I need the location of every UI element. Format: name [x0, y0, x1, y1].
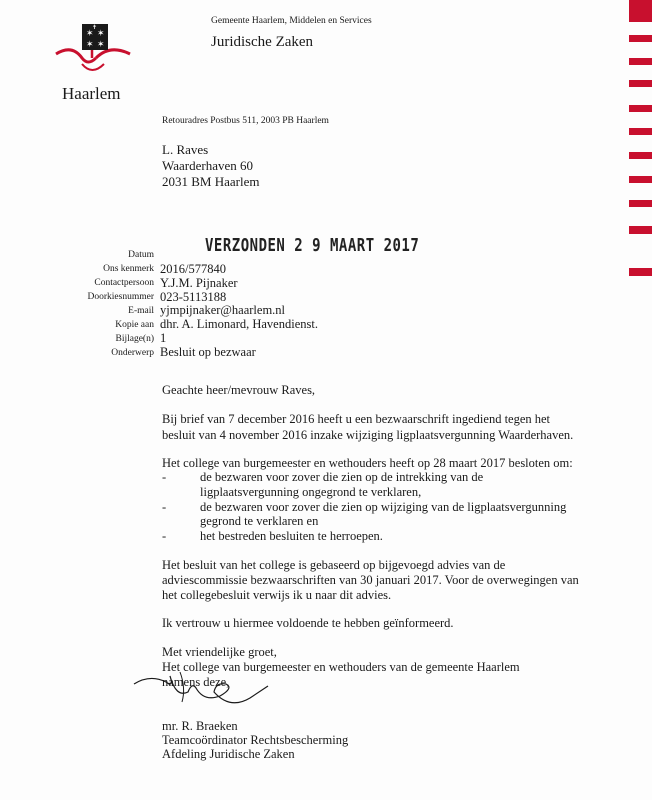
bullet-line: het bestreden besluiten te herroepen. [200, 529, 383, 543]
paragraph-line: besluit van 4 november 2016 inzake wijziging ligplaatsvergunning Waarderhaven. [162, 428, 574, 442]
meta-label: Ons kenmerk [103, 264, 154, 274]
signatory-department: Afdeling Juridische Zaken [162, 747, 295, 761]
meta-label: Onderwerp [111, 348, 154, 358]
svg-text:✶: ✶ [97, 40, 105, 50]
meta-label: Contactpersoon [94, 278, 154, 288]
department-line-2: Juridische Zaken [211, 34, 314, 50]
meta-value: Besluit op bezwaar [160, 345, 256, 359]
meta-value: Y.J.M. Pijnaker [160, 276, 238, 290]
haarlem-logo [52, 14, 134, 78]
paragraph-line: adviescommissie bezwaarschriften van 30 januari 2017. Voor de overwegingen van [162, 573, 579, 587]
paragraph-line: het collegebesluit verwijs ik u naar dit advies. [162, 588, 392, 602]
edge-mark [629, 176, 652, 183]
edge-mark [629, 35, 652, 42]
sent-stamp: VERZONDEN 2 9 MAART 2017 [205, 236, 420, 256]
paragraph-line: Ik vertrouw u hiermee voldoende te hebben geïnformeerd. [162, 616, 454, 630]
salutation: Geachte heer/mevrouw Raves, [162, 383, 316, 397]
edge-mark [629, 80, 652, 87]
meta-value: 2016/577840 [160, 262, 226, 276]
recipient-name: L. Raves [162, 142, 209, 157]
signatory-name: mr. R. Braeken [162, 719, 238, 733]
meta-value: 1 [160, 331, 167, 345]
edge-mark [629, 200, 652, 207]
bullet-line: gegrond te verklaren en [200, 514, 319, 528]
edge-mark [629, 58, 652, 65]
paragraph-line: Het college van burgemeester en wethouders heeft op 28 maart 2017 besloten om: [162, 456, 573, 470]
bullet-dash: - [162, 500, 167, 514]
svg-text:✶: ✶ [86, 29, 94, 39]
meta-label: Datum [128, 250, 154, 260]
city-name: Haarlem [62, 84, 121, 103]
recipient-city: 2031 BM Haarlem [162, 174, 260, 189]
svg-text:✶: ✶ [97, 29, 105, 39]
meta-label: E-mail [128, 306, 154, 316]
meta-label: Kopie aan [115, 320, 154, 330]
closing-line: namens deze, [162, 675, 230, 689]
bullet-dash: - [162, 529, 167, 543]
bullet-line: ligplaatsvergunning ongegrond te verklaren, [200, 485, 422, 499]
edge-mark [629, 226, 652, 234]
edge-mark [629, 128, 652, 135]
recipient-street: Waarderhaven 60 [162, 158, 253, 173]
department-line-1: Gemeente Haarlem, Middelen en Services [211, 16, 372, 26]
meta-label: Doorkiesnummer [87, 292, 154, 302]
paragraph-line: Bij brief van 7 december 2016 heeft u een bezwaarschrift ingediend tegen het [162, 412, 551, 426]
edge-mark [629, 0, 652, 22]
svg-text:✝: ✝ [92, 24, 98, 31]
edge-mark [629, 105, 652, 112]
edge-mark [629, 152, 652, 159]
bullet-dash: - [162, 470, 167, 484]
meta-value: dhr. A. Limonard, Havendienst. [160, 317, 318, 331]
closing-line: Met vriendelijke groet, [162, 645, 277, 659]
meta-label: Bijlage(n) [115, 334, 154, 344]
edge-mark [629, 268, 652, 276]
signatory-title: Teamcoördinator Rechtsbescherming [162, 733, 349, 747]
meta-value: 023-5113188 [160, 290, 227, 304]
return-address: Retouradres Postbus 511, 2003 PB Haarlem [162, 116, 329, 126]
handwritten-signature [130, 662, 270, 712]
svg-text:✶: ✶ [86, 40, 94, 50]
bullet-line: de bezwaren voor zover die zien op de intrekking van de [200, 470, 484, 484]
closing-line: Het college van burgemeester en wethouders van de gemeente Haarlem [162, 660, 520, 674]
meta-value: yjmpijnaker@haarlem.nl [160, 303, 286, 317]
bullet-line: de bezwaren voor zover die zien op wijziging van de ligplaatsvergunning [200, 500, 567, 514]
paragraph-line: Het besluit van het college is gebaseerd op bijgevoegd advies van de [162, 558, 506, 572]
